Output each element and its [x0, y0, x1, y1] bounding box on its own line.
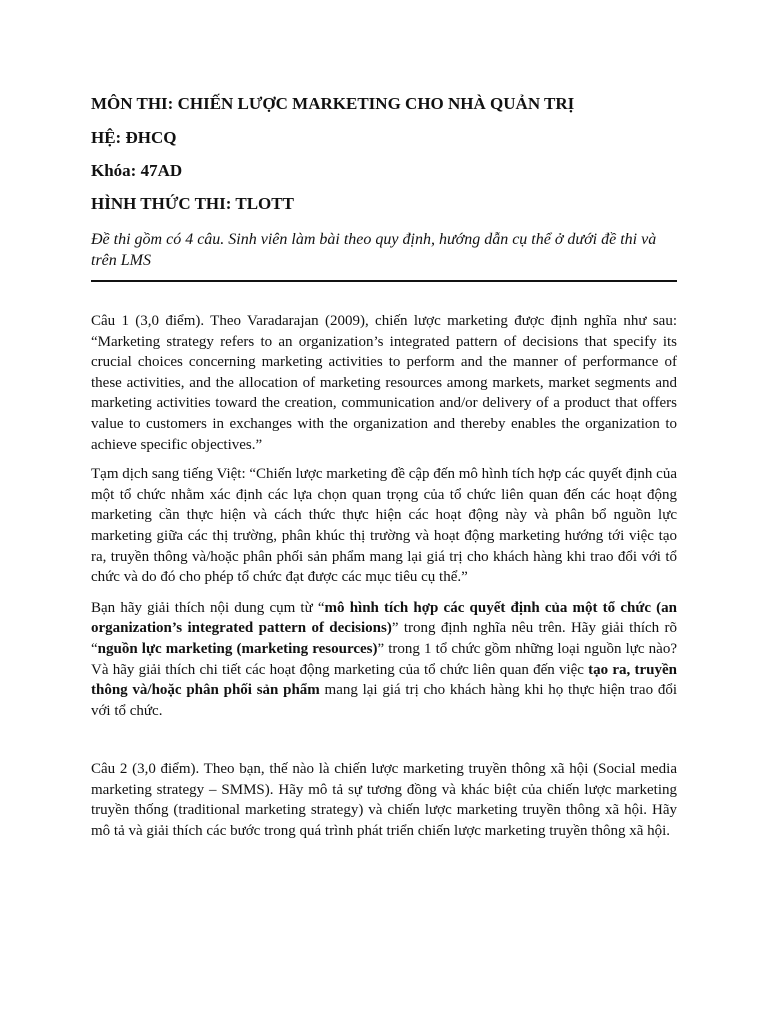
question-1-paragraph-3	[91, 598, 677, 722]
question-1-paragraph-1: Câu 1 (3,0 điểm). Theo Varadarajan (2009), chiến lược marketing được định nghĩa như sau: “Marketing strategy refers to an organization’s integrated pattern of decisions that specify its crucial choices concerning marketing activities to perform and the manner of performance of these activities, and the allocation of marketing resources among markets, market segments and marketing activities toward the creation, communication and/or delivery of a product that offers value to customers in exchanges with the organization and thereby enables the organization to achieve specific objectives.”	[91, 313, 677, 453]
q1-p3-text-4: mang lại giá trị cho khách hàng khi họ thực hiện trao đổi với tổ chức.	[91, 682, 677, 719]
exam-document	[91, 90, 677, 842]
q1-p3-bold-2: nguồn lực marketing (marketing resources)	[97, 640, 378, 657]
q1-p3-bold-1: mô hình tích hợp các quyết định của một tổ chức (an organization’s integrated pattern of decisions)	[91, 599, 677, 637]
q1-p3-text-2: ” trong định nghĩa nêu trên. Hãy giải thích rõ “	[91, 620, 677, 657]
q1-p3-text-1: Bạn hãy giải thích nội dung cụm từ “	[91, 599, 325, 616]
program-heading: HỆ: ĐHCQ	[91, 128, 177, 147]
q1-p3-bold-3: tạo ra, truyền thông và/hoặc phân phối sản phẩm	[91, 661, 677, 699]
header-divider	[91, 280, 677, 282]
exam-subject-heading: MÔN THI: CHIẾN LƯỢC MARKETING CHO NHÀ QUẢN TRỊ	[91, 94, 575, 113]
question-2-paragraph-1: Câu 2 (3,0 điểm). Theo bạn, thế nào là chiến lược marketing truyền thông xã hội (Social media marketing strategy – SMMS). Hãy mô tả sự tương đồng và khác biệt của chiến lược marketing truyền thống (traditional marketing strategy) và chiến lược marketing truyền thông xã hội. Hãy mô tả và giải thích các bước trong quá trình phát triển chiến lược marketing truyền thông xã hội.	[91, 761, 677, 840]
question-1-paragraph-2: Tạm dịch sang tiếng Việt: “Chiến lược marketing đề cập đến mô hình tích hợp các quyết định của một tổ chức nhằm xác định các lựa chọn quan trọng của tổ chức liên quan đến các hoạt động marketing cần thực hiện và cách thức thực hiện các hoạt động này và phân bổ nguồn lực marketing giữa các thị trường, phân khúc thị trường và hoạt động marketing hướng tới việc tạo ra, truyền thông và/hoặc phân phối sản phẩm mang lại giá trị cho khách hàng khi trao đổi với tổ chức và do đó cho phép tổ chức đạt được các mục tiêu cụ thể.”	[91, 466, 677, 586]
q1-p3-text-3: ” trong 1 tổ chức gồm những loại nguồn lực nào? Và hãy giải thích chi tiết các hoạt động marketing của tổ chức liên quan đến việc	[91, 640, 677, 678]
course-heading: Khóa: 47AD	[91, 161, 183, 180]
exam-format-heading: HÌNH THỨC THI: TLOTT	[91, 194, 294, 213]
exam-instructions: Đề thi gồm có 4 câu. Sinh viên làm bài theo quy định, hướng dẫn cụ thể ở dưới đề thi và trên LMS	[91, 231, 657, 269]
